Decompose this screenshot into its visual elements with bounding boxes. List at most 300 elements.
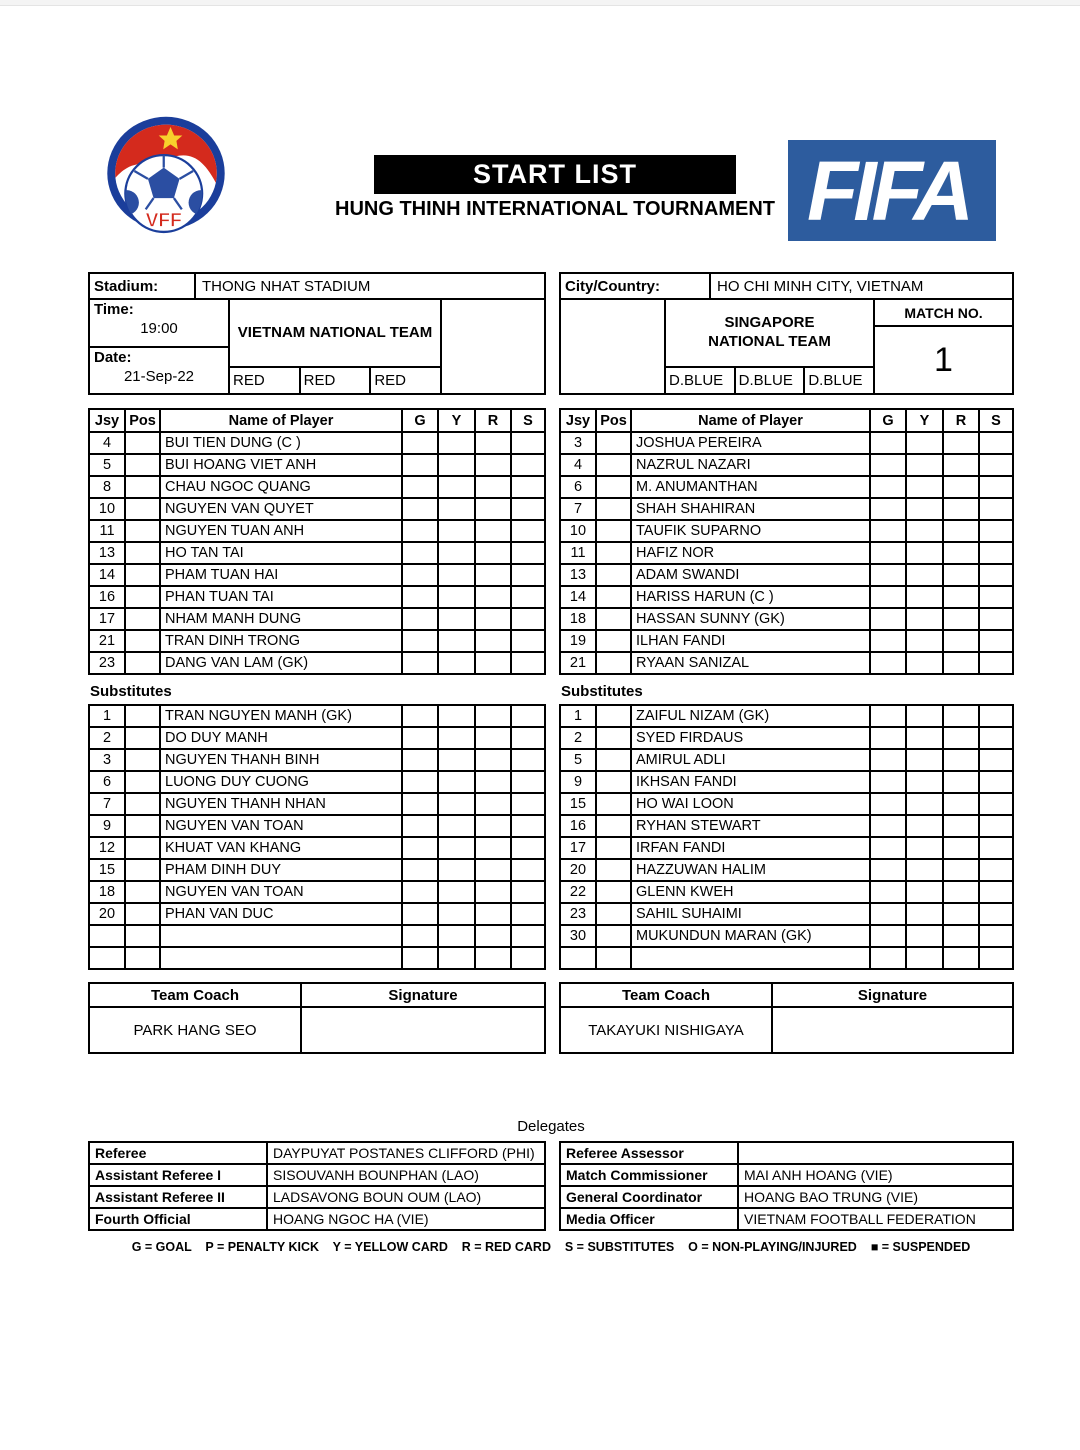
position-cell — [125, 859, 160, 881]
red-card-cell — [943, 630, 979, 652]
home-team-column — [88, 272, 546, 1054]
player-name: NAZRUL NAZARI — [631, 454, 870, 476]
player-name: RYHAN STEWART — [631, 815, 870, 837]
table-row — [560, 947, 1013, 969]
table-row — [89, 432, 545, 454]
table-row — [89, 881, 545, 903]
position-cell — [125, 925, 160, 947]
player-name: NGUYEN THANH BINH — [160, 749, 402, 771]
yellow-card-cell — [906, 476, 943, 498]
table-row — [89, 925, 545, 947]
table-row — [560, 749, 1013, 771]
substitute-cell — [979, 727, 1013, 749]
player-name: ILHAN FANDI — [631, 630, 870, 652]
match-no-label: MATCH NO. — [875, 300, 1012, 327]
col-pos: Pos — [596, 409, 631, 432]
red-card-cell — [943, 903, 979, 925]
away-coach-row — [560, 1007, 1013, 1053]
player-name: TAUFIK SUPARNO — [631, 520, 870, 542]
substitute-cell — [979, 793, 1013, 815]
jersey-number: 6 — [560, 476, 596, 498]
goal-cell — [870, 454, 906, 476]
yellow-card-cell — [906, 454, 943, 476]
jersey-number: 16 — [89, 586, 125, 608]
document-title-block — [322, 155, 788, 221]
delegate-name-value: DAYPUYAT POSTANES CLIFFORD (PHI) — [267, 1142, 545, 1164]
substitute-cell — [511, 793, 545, 815]
col-r: R — [475, 409, 511, 432]
delegate-role-label: General Coordinator — [560, 1186, 738, 1208]
legend-text: G = GOAL P = PENALTY KICK Y = YELLOW CARD R = RED CARD S = SUBSTITUTES O = NON-PLAYING/INJURED ■ = SUSPENDED — [131, 1240, 971, 1254]
home-team-name: VIETNAM NATIONAL TEAM — [230, 300, 440, 368]
goal-cell — [402, 608, 438, 630]
away-kit-color-2: D.BLUE — [734, 368, 804, 393]
position-cell — [596, 630, 631, 652]
table-row — [89, 837, 545, 859]
jersey-number — [560, 947, 596, 969]
delegate-name-value: MAI ANH HOANG (VIE) — [738, 1164, 1013, 1186]
delegate-row — [89, 1186, 545, 1208]
jersey-number: 2 — [89, 727, 125, 749]
table-row — [560, 432, 1013, 454]
jersey-number — [89, 925, 125, 947]
goal-cell — [402, 652, 438, 674]
stadium-row — [90, 274, 544, 300]
jersey-number: 2 — [560, 727, 596, 749]
goal-cell — [870, 586, 906, 608]
substitute-cell — [511, 903, 545, 925]
yellow-card-cell — [438, 837, 475, 859]
yellow-card-cell — [438, 727, 475, 749]
tournament-name: HUNG THINH INTERNATIONAL TOURNAMENT — [335, 198, 775, 220]
goal-cell — [402, 859, 438, 881]
yellow-card-cell — [438, 542, 475, 564]
player-name: ZAIFUL NIZAM (GK) — [631, 705, 870, 727]
jersey-number: 21 — [89, 630, 125, 652]
substitute-cell — [979, 564, 1013, 586]
red-card-cell — [475, 859, 511, 881]
table-row — [89, 652, 545, 674]
red-card-cell — [943, 564, 979, 586]
yellow-card-cell — [438, 749, 475, 771]
home-coach-name: PARK HANG SEO — [89, 1007, 301, 1053]
red-card-cell — [943, 815, 979, 837]
table-row — [89, 630, 545, 652]
coach-label: Team Coach — [560, 983, 772, 1007]
yellow-card-cell — [906, 432, 943, 454]
yellow-card-cell — [438, 432, 475, 454]
col-pos: Pos — [125, 409, 160, 432]
player-name: M. ANUMANTHAN — [631, 476, 870, 498]
red-card-cell — [943, 520, 979, 542]
coach-label: Team Coach — [89, 983, 301, 1007]
goal-cell — [870, 947, 906, 969]
signature-label: Signature — [301, 983, 545, 1007]
goal-cell — [870, 749, 906, 771]
player-name: HAZZUWAN HALIM — [631, 859, 870, 881]
jersey-number — [89, 947, 125, 969]
jersey-number: 17 — [560, 837, 596, 859]
match-number-cell — [875, 300, 1012, 393]
substitute-cell — [511, 859, 545, 881]
city-country-value: HO CHI MINH CITY, VIETNAM — [717, 277, 924, 295]
goal-cell — [870, 705, 906, 727]
delegate-role-label: Match Commissioner — [560, 1164, 738, 1186]
home-kit-row — [230, 368, 440, 393]
player-name: LUONG DUY CUONG — [160, 771, 402, 793]
position-cell — [596, 771, 631, 793]
col-jsy: Jsy — [560, 409, 596, 432]
substitute-cell — [979, 652, 1013, 674]
goal-cell — [870, 432, 906, 454]
jersey-number: 20 — [89, 903, 125, 925]
position-cell — [596, 520, 631, 542]
substitute-cell — [979, 608, 1013, 630]
substitute-cell — [511, 476, 545, 498]
stadium-label: Stadium: — [90, 274, 196, 298]
position-cell — [125, 749, 160, 771]
table-row — [89, 564, 545, 586]
player-name: SHAH SHAHIRAN — [631, 498, 870, 520]
home-kit-color-1: RED — [233, 372, 265, 389]
away-team-name: SINGAPORE NATIONAL TEAM — [666, 300, 873, 368]
yellow-card-cell — [438, 881, 475, 903]
table-row — [560, 498, 1013, 520]
jersey-number: 16 — [560, 815, 596, 837]
jersey-number: 10 — [89, 498, 125, 520]
jersey-number: 23 — [89, 652, 125, 674]
yellow-card-cell — [906, 652, 943, 674]
jersey-number: 14 — [560, 586, 596, 608]
substitute-cell — [511, 925, 545, 947]
position-cell — [125, 630, 160, 652]
yellow-card-cell — [906, 947, 943, 969]
goal-cell — [402, 925, 438, 947]
jersey-number: 7 — [89, 793, 125, 815]
player-name: GLENN KWEH — [631, 881, 870, 903]
jersey-number: 11 — [560, 542, 596, 564]
away-coach-table — [559, 982, 1014, 1054]
goal-cell — [402, 542, 438, 564]
player-name: DANG VAN LAM (GK) — [160, 652, 402, 674]
jersey-number: 15 — [560, 793, 596, 815]
col-name: Name of Player — [631, 409, 870, 432]
delegate-name-value: HOANG BAO TRUNG (VIE) — [738, 1186, 1013, 1208]
yellow-card-cell — [906, 837, 943, 859]
table-row — [560, 520, 1013, 542]
player-name — [160, 925, 402, 947]
yellow-card-cell — [906, 727, 943, 749]
page-title: START LIST — [374, 155, 736, 194]
table-row — [560, 564, 1013, 586]
red-card-cell — [475, 586, 511, 608]
red-card-cell — [475, 947, 511, 969]
jersey-number: 15 — [89, 859, 125, 881]
home-roster-header-row — [89, 409, 545, 432]
player-name: NGUYEN VAN QUYET — [160, 498, 402, 520]
jersey-number: 21 — [560, 652, 596, 674]
substitute-cell — [979, 925, 1013, 947]
yellow-card-cell — [438, 476, 475, 498]
table-row — [560, 771, 1013, 793]
position-cell — [125, 705, 160, 727]
jersey-number: 13 — [89, 542, 125, 564]
table-row — [560, 705, 1013, 727]
table-row — [89, 859, 545, 881]
substitute-cell — [511, 815, 545, 837]
goal-cell — [870, 520, 906, 542]
position-cell — [125, 454, 160, 476]
delegates-title: Delegates — [517, 1118, 585, 1135]
delegate-name-value: SISOUVANH BOUNPHAN (LAO) — [267, 1164, 545, 1186]
yellow-card-cell — [906, 564, 943, 586]
position-cell — [125, 727, 160, 749]
red-card-cell — [475, 630, 511, 652]
substitute-cell — [511, 771, 545, 793]
away-coach-name: TAKAYUKI NISHIGAYA — [560, 1007, 772, 1053]
red-card-cell — [475, 476, 511, 498]
yellow-card-cell — [906, 815, 943, 837]
player-name: PHAM TUAN HAI — [160, 564, 402, 586]
time-label: Time: — [94, 301, 134, 318]
player-name: HAFIZ NOR — [631, 542, 870, 564]
player-name: HARISS HARUN (C ) — [631, 586, 870, 608]
away-coach-signature-cell — [772, 1007, 1013, 1053]
fifa-logo-text: FIFA — [807, 143, 969, 238]
position-cell — [596, 947, 631, 969]
jersey-number: 6 — [89, 771, 125, 793]
table-row — [560, 815, 1013, 837]
substitute-cell — [511, 947, 545, 969]
substitute-cell — [511, 542, 545, 564]
away-substitutes-table — [559, 704, 1014, 970]
time-cell — [90, 300, 228, 346]
goal-cell — [870, 542, 906, 564]
goal-cell — [870, 727, 906, 749]
jersey-number: 18 — [89, 881, 125, 903]
delegates-section — [88, 1118, 1014, 1254]
goal-cell — [870, 793, 906, 815]
table-row — [89, 520, 545, 542]
goal-cell — [402, 454, 438, 476]
yellow-card-cell — [906, 542, 943, 564]
jersey-number: 5 — [89, 454, 125, 476]
player-name: IRFAN FANDI — [631, 837, 870, 859]
goal-cell — [402, 815, 438, 837]
player-name — [631, 947, 870, 969]
substitute-cell — [979, 586, 1013, 608]
date-label: Date: — [94, 348, 132, 366]
yellow-card-cell — [906, 630, 943, 652]
home-kit-color-2: RED — [299, 368, 370, 393]
col-r: R — [943, 409, 979, 432]
yellow-card-cell — [906, 586, 943, 608]
delegate-role-label: Assistant Referee II — [89, 1186, 267, 1208]
yellow-card-cell — [438, 652, 475, 674]
yellow-card-cell — [438, 947, 475, 969]
goal-cell — [402, 498, 438, 520]
player-name: JOSHUA PEREIRA — [631, 432, 870, 454]
away-team-column — [559, 272, 1014, 1054]
position-cell — [125, 542, 160, 564]
table-row — [560, 630, 1013, 652]
red-card-cell — [475, 903, 511, 925]
match-no-value: 1 — [934, 340, 953, 379]
table-row — [560, 925, 1013, 947]
table-row — [560, 793, 1013, 815]
position-cell — [596, 608, 631, 630]
position-cell — [125, 815, 160, 837]
substitute-cell — [511, 520, 545, 542]
substitute-cell — [511, 498, 545, 520]
page-top-strip — [0, 0, 1080, 6]
substitute-cell — [511, 454, 545, 476]
player-name: PHAM DINH DUY — [160, 859, 402, 881]
home-coach-header-row — [89, 983, 545, 1007]
city-row — [561, 274, 1012, 300]
position-cell — [596, 498, 631, 520]
player-name: PHAN TUAN TAI — [160, 586, 402, 608]
goal-cell — [870, 903, 906, 925]
substitute-cell — [511, 630, 545, 652]
delegate-row — [89, 1142, 545, 1164]
date-cell — [90, 346, 228, 394]
yellow-card-cell — [438, 859, 475, 881]
col-jsy: Jsy — [89, 409, 125, 432]
jersey-number: 30 — [560, 925, 596, 947]
position-cell — [596, 859, 631, 881]
red-card-cell — [475, 793, 511, 815]
player-name: SAHIL SUHAIMI — [631, 903, 870, 925]
red-card-cell — [475, 727, 511, 749]
jersey-number: 9 — [560, 771, 596, 793]
stadium-value: THONG NHAT STADIUM — [202, 277, 371, 295]
table-row — [89, 727, 545, 749]
player-name: NGUYEN THANH NHAN — [160, 793, 402, 815]
red-card-cell — [475, 542, 511, 564]
substitute-cell — [511, 608, 545, 630]
red-card-cell — [475, 520, 511, 542]
away-team-cell — [666, 300, 875, 393]
substitute-cell — [511, 432, 545, 454]
substitute-cell — [979, 859, 1013, 881]
yellow-card-cell — [906, 903, 943, 925]
delegate-role-label: Referee Assessor — [560, 1142, 738, 1164]
delegates-left-table — [88, 1141, 546, 1231]
away-coach-header-row — [560, 983, 1013, 1007]
substitute-cell — [979, 771, 1013, 793]
delegate-name-value: HOANG NGOC HA (VIE) — [267, 1208, 545, 1230]
substitute-cell — [979, 947, 1013, 969]
table-row — [89, 498, 545, 520]
position-cell — [125, 586, 160, 608]
col-name: Name of Player — [160, 409, 402, 432]
delegate-role-label: Referee — [89, 1142, 267, 1164]
goal-cell — [870, 608, 906, 630]
player-name: NGUYEN VAN TOAN — [160, 881, 402, 903]
red-card-cell — [943, 705, 979, 727]
yellow-card-cell — [438, 705, 475, 727]
position-cell — [125, 837, 160, 859]
player-name: AMIRUL ADLI — [631, 749, 870, 771]
home-match-info — [88, 272, 546, 395]
table-row — [89, 815, 545, 837]
jersey-number: 14 — [89, 564, 125, 586]
home-spare-cell — [442, 300, 544, 393]
substitute-cell — [511, 749, 545, 771]
signature-label: Signature — [772, 983, 1013, 1007]
yellow-card-cell — [906, 705, 943, 727]
yellow-card-cell — [906, 881, 943, 903]
yellow-card-cell — [438, 586, 475, 608]
goal-cell — [870, 881, 906, 903]
yellow-card-cell — [438, 564, 475, 586]
player-name: BUI HOANG VIET ANH — [160, 454, 402, 476]
home-info-body — [90, 300, 544, 393]
goal-cell — [402, 432, 438, 454]
jersey-number: 3 — [89, 749, 125, 771]
position-cell — [125, 881, 160, 903]
player-name: DO DUY MANH — [160, 727, 402, 749]
substitute-cell — [979, 498, 1013, 520]
table-row — [560, 542, 1013, 564]
red-card-cell — [475, 815, 511, 837]
table-row — [560, 586, 1013, 608]
col-s: S — [511, 409, 545, 432]
yellow-card-cell — [906, 793, 943, 815]
goal-cell — [402, 903, 438, 925]
away-substitutes-label: Substitutes — [561, 683, 643, 700]
table-row — [89, 947, 545, 969]
substitute-cell — [979, 454, 1013, 476]
substitute-cell — [511, 652, 545, 674]
home-starters-table — [88, 408, 546, 675]
jersey-number: 13 — [560, 564, 596, 586]
home-coach-table — [88, 982, 546, 1054]
red-card-cell — [943, 749, 979, 771]
substitute-cell — [979, 705, 1013, 727]
away-spare-cell — [561, 300, 666, 393]
table-row — [89, 903, 545, 925]
position-cell — [596, 564, 631, 586]
time-date-column — [90, 300, 230, 393]
yellow-card-cell — [438, 630, 475, 652]
substitute-cell — [979, 815, 1013, 837]
red-card-cell — [475, 564, 511, 586]
player-name: ADAM SWANDI — [631, 564, 870, 586]
red-card-cell — [475, 652, 511, 674]
jersey-number: 20 — [560, 859, 596, 881]
svg-text:VFF: VFF — [145, 210, 182, 232]
substitute-cell — [511, 564, 545, 586]
goal-cell — [402, 564, 438, 586]
jersey-number: 4 — [89, 432, 125, 454]
position-cell — [596, 542, 631, 564]
goal-cell — [870, 476, 906, 498]
table-row — [89, 749, 545, 771]
yellow-card-cell — [906, 520, 943, 542]
red-card-cell — [943, 947, 979, 969]
player-name: SYED FIRDAUS — [631, 727, 870, 749]
delegate-name-value — [738, 1142, 1013, 1164]
table-row — [560, 859, 1013, 881]
yellow-card-cell — [906, 749, 943, 771]
main-content — [88, 272, 1014, 1054]
position-cell — [125, 903, 160, 925]
away-kit-row — [666, 368, 873, 393]
table-row — [560, 837, 1013, 859]
table-row — [560, 881, 1013, 903]
